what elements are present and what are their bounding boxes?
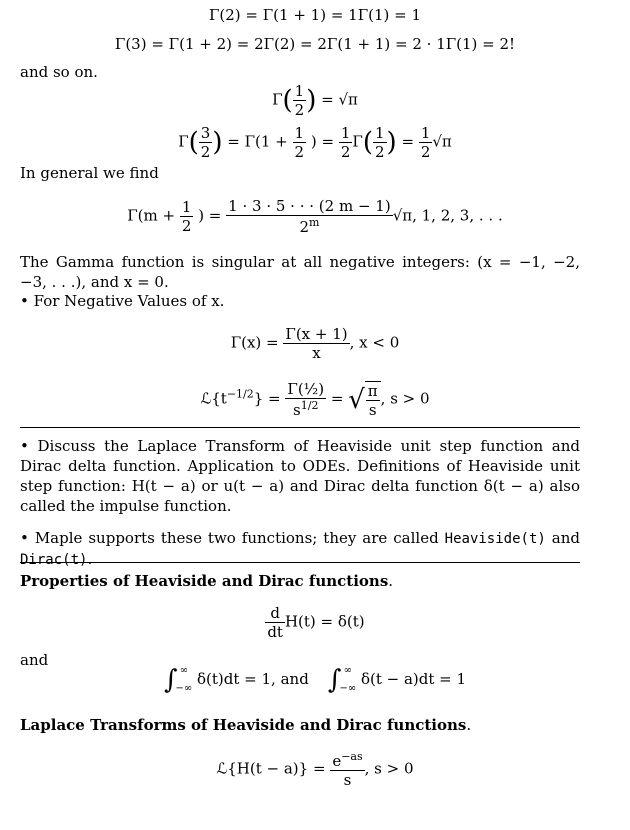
paren-open: (: [188, 127, 199, 158]
fraction-den: s: [368, 400, 377, 419]
paren-open: (: [282, 85, 293, 116]
equation-laplace-h: [0, 750, 630, 789]
den-base: 2: [299, 218, 309, 236]
paren-close: ): [212, 127, 223, 158]
equation-end: √π: [432, 132, 452, 151]
upper-limit: ∞: [179, 665, 189, 676]
fraction-den: 2: [181, 217, 192, 235]
fraction-a: [199, 124, 213, 161]
equation-gamma-half: [0, 82, 630, 119]
fraction-half: [180, 198, 194, 235]
equation-laplace-t: [0, 380, 630, 419]
equation-gamma-3-text: Γ(3) = Γ(1 + 2) = 2Γ(2) = 2Γ(1 + 1) = 2 · 1Γ(1) = 2!: [114, 35, 516, 53]
equation-integrals: [0, 662, 630, 698]
fraction-num: 1 · 3 · 5 · · · (2 m − 1): [228, 197, 391, 215]
fraction-d-dt: [265, 604, 285, 641]
fraction-num: d: [265, 604, 285, 623]
paren-close: ): [386, 127, 397, 158]
equation-lhs: Γ(m +: [127, 206, 176, 225]
equation-rhs: = √π: [321, 90, 358, 109]
upper-limit: ∞: [343, 665, 352, 676]
gamma-symbol: Γ: [272, 90, 283, 109]
fraction-e: [419, 124, 433, 161]
equation-mid-4: =: [401, 132, 415, 151]
and-text: and: [20, 651, 49, 669]
fraction-d: [373, 124, 387, 161]
maple-dirac-code: Dirac(t): [20, 552, 88, 568]
fraction-num: 1: [340, 124, 351, 142]
equation-tail: √π, 1, 2, 3, . . .: [392, 206, 503, 225]
fraction-den: 2: [294, 143, 305, 161]
fraction-den: [226, 216, 393, 236]
equation-gamma-2-text: Γ(2) = Γ(1 + 1) = 1Γ(1) = 1: [208, 6, 421, 24]
in-general-text: In general we find: [20, 164, 159, 182]
sqrt-icon: √: [348, 384, 365, 415]
integral-icon: ∫: [327, 665, 342, 695]
fraction-den: dt: [267, 623, 283, 641]
equation-rhs: H(t) = δ(t): [284, 612, 365, 631]
paren-open: (: [362, 127, 373, 158]
heading-properties-period: .: [388, 572, 394, 590]
fraction-num: Γ(x + 1): [285, 325, 348, 343]
maple-and: and: [545, 529, 580, 547]
num-exponent: −as: [341, 750, 363, 763]
equation-tail: , s > 0: [364, 759, 414, 778]
equation-gamma-three-half: [0, 124, 630, 161]
fraction-den: 2: [294, 101, 305, 119]
equation-lhs: Γ(x) =: [230, 333, 279, 352]
sqrt-radicand: [365, 381, 381, 419]
fraction-num: Γ(½): [287, 380, 325, 398]
fraction-num: 1: [181, 198, 192, 216]
lower-limit: −∞: [175, 683, 193, 694]
heading-laplace-period: .: [466, 716, 472, 734]
maple-prefix: • Maple supports these two functions; they are called: [20, 529, 445, 547]
maple-paragraph: [20, 528, 580, 570]
fraction-den: 2: [420, 143, 431, 161]
equation-mid-1: = Γ(1 +: [227, 132, 288, 151]
maple-heaviside-code: Heaviside(t): [444, 531, 546, 547]
lower-limit: −∞: [339, 683, 357, 694]
lhs-exponent: −1/2: [226, 387, 254, 401]
den-exponent: m: [308, 216, 320, 229]
square-root: [348, 381, 380, 419]
fraction-den: 2: [340, 143, 351, 161]
integral-limits: [176, 662, 193, 698]
equation-lhs-close: } =: [253, 389, 281, 408]
maple-suffix: .: [87, 550, 93, 568]
negative-values-item: • For Negative Values of x.: [20, 292, 225, 310]
equation-general: [0, 197, 630, 236]
fraction-num: π: [367, 381, 378, 400]
divider-2: [20, 562, 580, 563]
equation-derivative: [0, 604, 630, 641]
and-so-on-text: and so on.: [20, 63, 98, 81]
heading-laplace-title: Laplace Transforms of Heaviside and Dirac functions: [20, 716, 467, 734]
fraction-exp: [330, 750, 364, 789]
fraction-den: s: [343, 771, 352, 789]
equation-eq: ) =: [198, 206, 222, 225]
singular-paragraph: The Gamma function is singular at all negative integers: (x = −1, −2, −3, . . .), and x = 0.: [20, 253, 580, 291]
integral-icon: ∫: [163, 665, 178, 695]
fraction-gamma: [283, 325, 349, 362]
num-base: e: [332, 752, 342, 770]
gamma-symbol: Γ: [178, 132, 189, 151]
equation-eq2: =: [330, 389, 344, 408]
fraction-b: [293, 124, 307, 161]
equation-negative: [0, 325, 630, 362]
heading-properties-title: Properties of Heaviside and Dirac functions: [20, 572, 389, 590]
fraction-den: 2: [374, 143, 385, 161]
fraction-num: [330, 750, 364, 771]
divider-1: [20, 427, 580, 428]
integral-limits: [339, 662, 356, 698]
den-exponent: 1/2: [300, 399, 319, 412]
fraction-num: 1: [374, 124, 385, 142]
fraction-one-half: [293, 82, 307, 119]
fraction-den: [285, 399, 326, 419]
fraction-num: 1: [420, 124, 431, 142]
equation-mid-2: ) =: [310, 132, 335, 151]
fraction-gamma-half: [285, 380, 326, 419]
equation-tail: , s > 0: [380, 389, 430, 408]
equation-lhs: ℒ{t: [200, 389, 227, 408]
equation-gamma-3: [0, 35, 630, 53]
discuss-paragraph: • Discuss the Laplace Transform of Heaviside unit step function and Dirac delta function. Application to ODEs. Definitions of Heaviside unit step function: H(t − a) or u(t − a) and Dirac delta function δ(t − a) also called the impulse function.: [20, 437, 580, 515]
fraction-den: x: [312, 344, 321, 362]
integral-first: δ(t)dt = 1, and: [197, 670, 309, 688]
fraction-product: [226, 197, 393, 236]
fraction-num: 3: [200, 124, 211, 142]
fraction-num: 1: [294, 82, 305, 100]
fraction-num: 1: [294, 124, 305, 142]
den-base: s: [293, 401, 301, 419]
paren-close: ): [306, 85, 317, 116]
integral-second: δ(t − a)dt = 1: [360, 670, 467, 688]
equation-gamma-2: [0, 6, 630, 24]
heading-properties: [20, 572, 393, 590]
equation-tail: , x < 0: [349, 333, 400, 352]
fraction-den: 2: [200, 143, 211, 161]
equation-lhs: ℒ{H(t − a)} =: [216, 759, 326, 778]
fraction-c: [339, 124, 353, 161]
heading-laplace: [20, 716, 471, 734]
equation-mid-3: Γ: [352, 132, 363, 151]
